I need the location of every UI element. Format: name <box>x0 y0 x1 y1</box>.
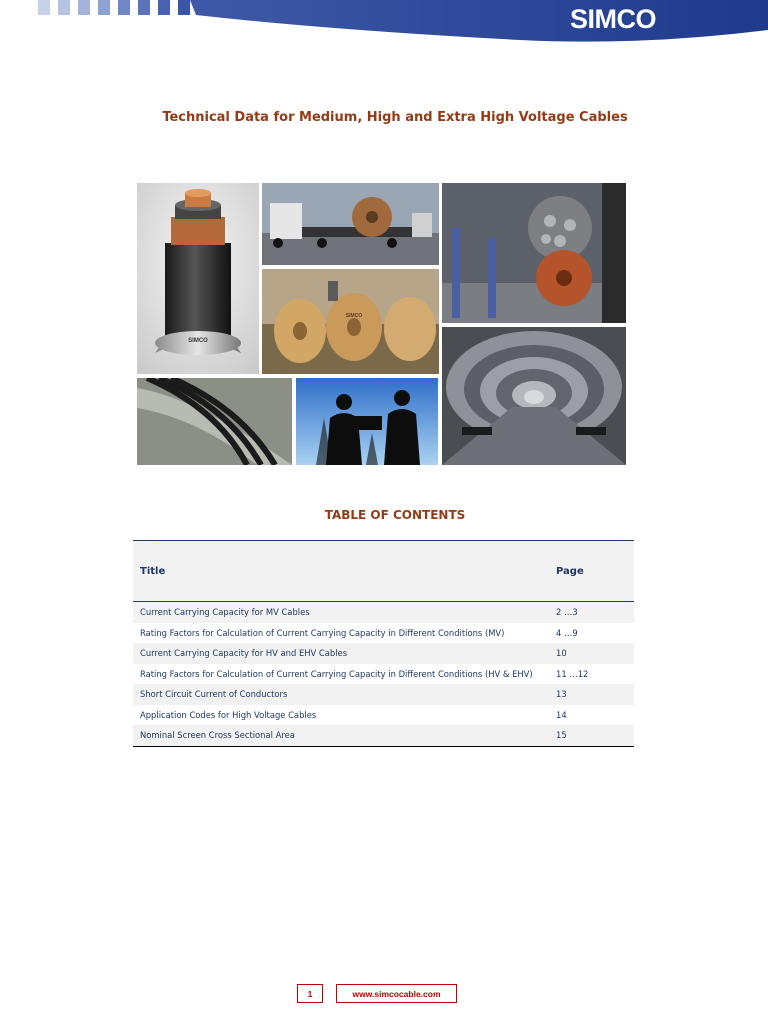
toc-table <box>133 540 634 747</box>
cable-brand-label: SIMCO <box>188 338 208 344</box>
toc-column-page: Page <box>556 566 584 577</box>
toc-row-page: 11 …12 <box>556 668 589 679</box>
header-stripe <box>118 0 130 15</box>
document-title: Technical Data for Medium, High and Extra High Voltage Cables <box>162 110 628 125</box>
header-stripe <box>78 0 90 15</box>
toc-heading: TABLE OF CONTENTS <box>324 508 466 522</box>
toc-column-title: Title <box>140 566 166 577</box>
header-stripe <box>98 0 110 15</box>
toc-row-title: Current Carrying Capacity for MV Cables <box>140 607 310 617</box>
wooden-cable-drums-photo <box>262 269 439 374</box>
header-stripe <box>58 0 70 15</box>
website-link[interactable]: www.simcocable.com <box>336 984 457 1003</box>
toc-row-title: Nominal Screen Cross Sectional Area <box>140 730 295 740</box>
hv-test-lab-photo <box>442 183 626 323</box>
toc-row[interactable] <box>133 643 634 664</box>
toc-body <box>133 602 634 746</box>
toc-row-page: 14 <box>556 709 567 720</box>
drum-brand-label: SIMCO <box>345 313 363 319</box>
toc-row-page: 13 <box>556 689 567 699</box>
page-number: 1 <box>297 984 323 1003</box>
toc-row[interactable] <box>133 664 634 685</box>
header-swoosh <box>190 0 768 42</box>
cable-tunnel-photo <box>442 327 626 465</box>
cable-trench-photo <box>137 378 292 465</box>
toc-row-title: Application Codes for High Voltage Cables <box>140 709 317 720</box>
toc-row-title: Current Carrying Capacity for HV and EHV Cables <box>140 648 348 658</box>
toc-row[interactable] <box>133 725 634 746</box>
toc-row[interactable] <box>133 705 634 726</box>
header-stripe <box>138 0 150 15</box>
toc-row-page: 4 …9 <box>556 627 578 638</box>
cable-drum-truck-photo <box>262 183 439 265</box>
toc-row[interactable] <box>133 623 634 644</box>
toc-row-page: 10 <box>556 648 567 658</box>
brand-logo: SIMCO <box>570 4 657 34</box>
header-stripe <box>38 0 50 15</box>
header-stripe <box>178 0 190 15</box>
header-banner <box>0 0 768 48</box>
toc-row-title: Rating Factors for Calculation of Current Carrying Capacity in Different Conditions (MV) <box>140 627 505 638</box>
toc-row[interactable] <box>133 684 634 705</box>
toc-row-page: 15 <box>556 730 567 740</box>
toc-row-page: 2 …3 <box>556 607 578 617</box>
header-stripe <box>158 0 170 15</box>
toc-row-title: Rating Factors for Calculation of Current Carrying Capacity in Different Conditions (HV & EHV) <box>140 668 533 679</box>
toc-header-row <box>133 541 634 602</box>
toc-row-title: Short Circuit Current of Conductors <box>140 689 288 699</box>
toc-row[interactable] <box>133 602 634 623</box>
cable-cross-section-photo <box>137 183 259 374</box>
photo-collage <box>137 183 626 465</box>
engineers-silhouette-photo <box>296 378 438 465</box>
